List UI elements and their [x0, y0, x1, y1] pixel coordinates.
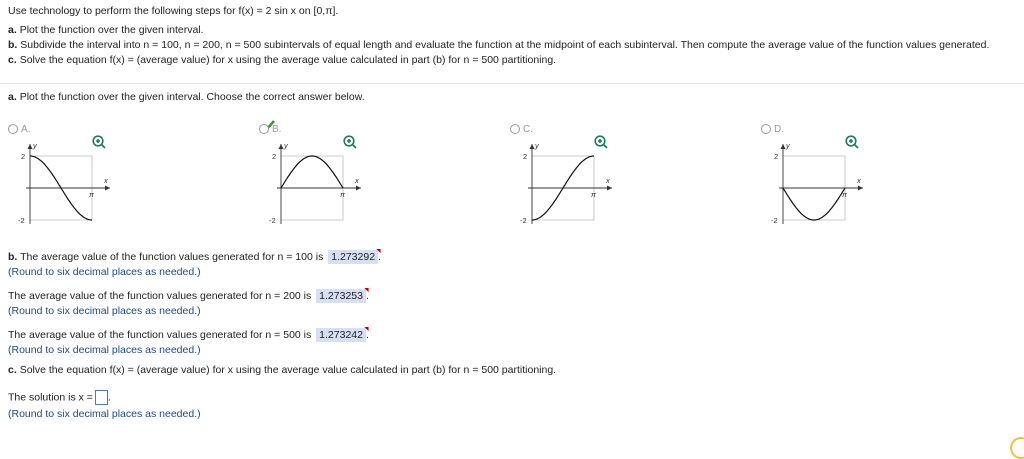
option-graph [259, 138, 369, 228]
x-tick-pi: π [591, 190, 597, 199]
problem-title: Use technology to perform the following steps for f(x) = 2 sin x on [0,π]. [8, 5, 339, 17]
part-a-prompt: a. Plot the function over the given interval. Choose the correct answer below. [8, 91, 365, 103]
axis-arrows [530, 144, 613, 191]
option-radio[interactable] [510, 124, 520, 134]
axis-arrows [279, 144, 362, 191]
y-tick-top: 2 [523, 152, 528, 161]
y-tick-bottom: -2 [520, 216, 527, 225]
answer-box-n100[interactable]: 1.273292 [328, 250, 378, 264]
y-tick-top: 2 [272, 152, 277, 161]
option-graph [510, 138, 620, 228]
x-tick-pi: π [340, 190, 346, 199]
option-letter: A. [21, 123, 31, 135]
option-radio-row[interactable] [8, 122, 30, 136]
option-graph [761, 138, 871, 228]
y-axis-label: y [33, 141, 37, 150]
option-letter: B. [272, 123, 282, 135]
step-b: b. Subdivide the interval into n = 100, n = 200, n = 500 subintervals of equal length and evaluate the function at the midpoint of each subinterval. Then compute the average value of the function values generated. [8, 39, 990, 51]
divider [0, 83, 1024, 84]
function-curve [281, 156, 343, 188]
option-letter: D. [774, 123, 784, 135]
y-axis-label: y [284, 141, 288, 150]
option-radio[interactable] [761, 124, 771, 134]
answer-box-n200[interactable]: 1.273253 [316, 289, 366, 303]
function-curve [783, 188, 845, 220]
step-c: c. Solve the equation f(x) = (average value) for x using the average value calculated in part (b) for n = 500 partitioning. [8, 54, 557, 66]
x-tick-pi: π [89, 190, 95, 199]
axis-arrows [781, 144, 864, 191]
option-c[interactable] [510, 122, 640, 232]
y-tick-bottom: -2 [269, 216, 276, 225]
part-b-row-3: The average value of the function values generated for n = 500 is 1.273242 . [8, 328, 369, 342]
y-axis-label: y [786, 141, 790, 150]
step-a: a. Plot the function over the given interval. [8, 24, 204, 36]
y-tick-bottom: -2 [771, 216, 778, 225]
y-axis-label: y [535, 141, 539, 150]
option-radio-row[interactable] [761, 122, 784, 136]
x-tick-pi: π [842, 190, 848, 199]
round-hint-4: (Round to six decimal places as needed.) [8, 408, 201, 420]
part-b-row-1: b. The average value of the function values generated for n = 100 is 1.273292 . [8, 250, 381, 264]
round-hint-1: (Round to six decimal places as needed.) [8, 266, 201, 278]
part-c-solution: The solution is x = . [8, 391, 111, 404]
x-axis-label: x [606, 176, 610, 185]
y-tick-top: 2 [774, 152, 779, 161]
part-b-row-2: The average value of the function values generated for n = 200 is 1.273253 . [8, 289, 369, 303]
solution-input[interactable] [95, 390, 108, 405]
round-hint-2: (Round to six decimal places as needed.) [8, 305, 201, 317]
option-b[interactable] [259, 122, 389, 232]
option-d[interactable] [761, 122, 891, 232]
option-radio-row[interactable] [510, 122, 533, 136]
problem-statement [8, 5, 1013, 69]
option-radio[interactable] [259, 124, 269, 134]
x-axis-label: x [104, 176, 108, 185]
option-radio[interactable] [8, 124, 18, 134]
axis-arrows [28, 144, 111, 191]
x-axis-label: x [857, 176, 861, 185]
round-hint-3: (Round to six decimal places as needed.) [8, 344, 201, 356]
help-corner-icon[interactable] [1010, 437, 1024, 459]
x-axis-label: x [355, 176, 359, 185]
answer-box-n500[interactable]: 1.273242 [316, 328, 366, 342]
y-tick-bottom: -2 [18, 216, 25, 225]
y-tick-top: 2 [21, 152, 26, 161]
part-c-prompt: c. Solve the equation f(x) = (average value) for x using the average value calculated in part (b) for n = 500 partitioning. [8, 364, 557, 376]
option-radio-row[interactable] [259, 122, 281, 136]
option-a[interactable] [8, 122, 138, 232]
option-graph [8, 138, 118, 228]
option-letter: C. [523, 123, 533, 135]
